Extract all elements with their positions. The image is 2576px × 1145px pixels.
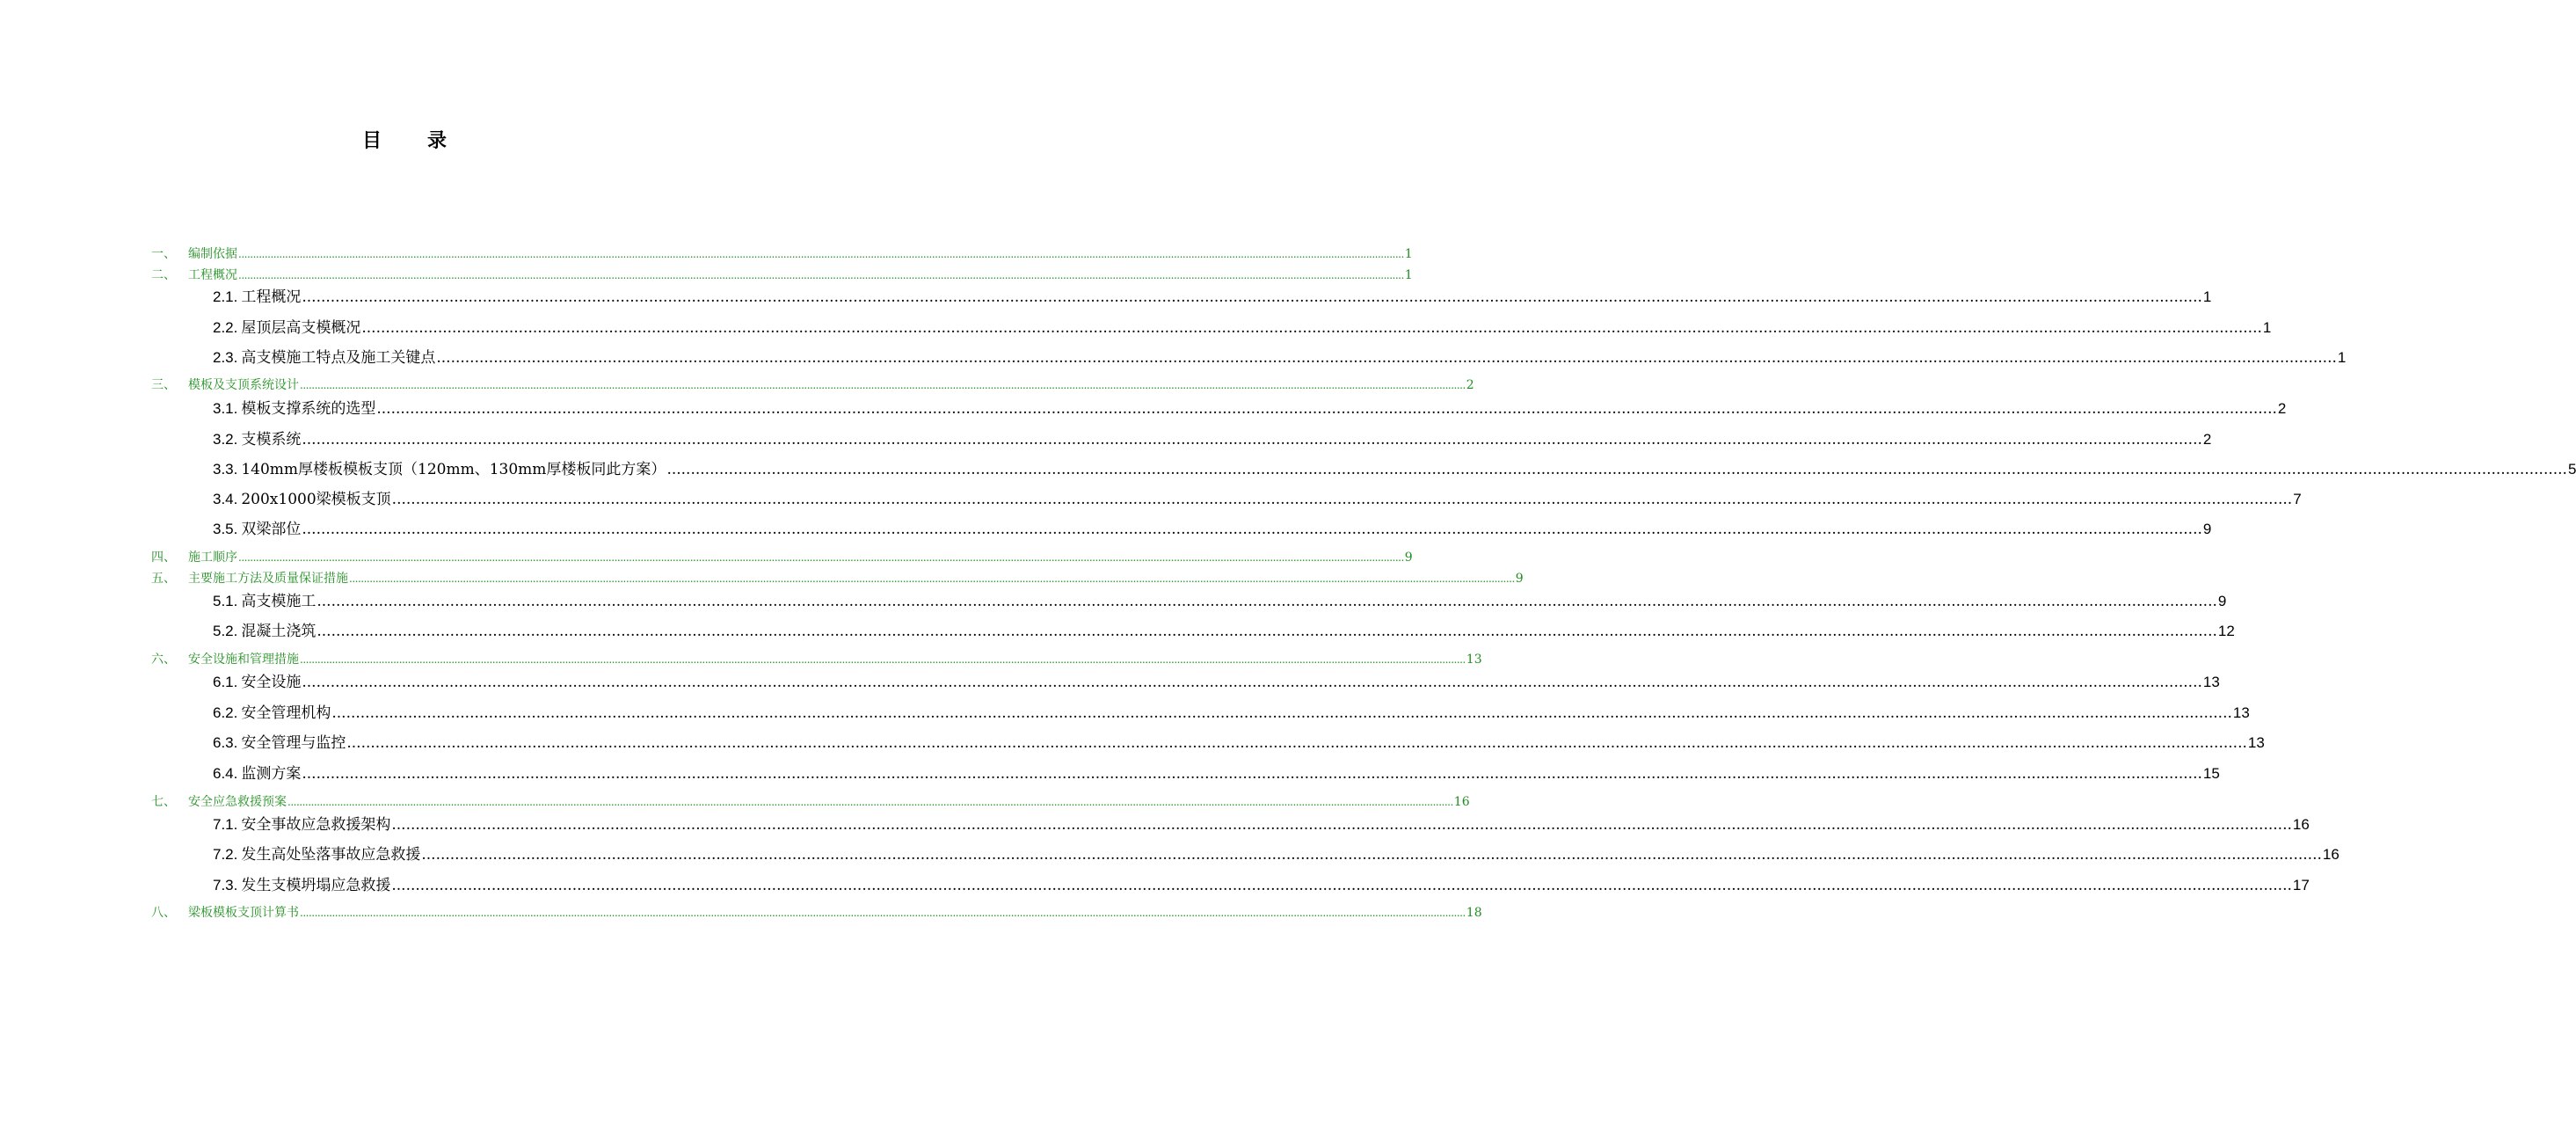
toc-entry-number: 7.1.: [213, 816, 238, 833]
toc-leader-dots: ................................................................................................................................................................................................................................................................................................................................................................................................................: [391, 816, 2292, 834]
toc-page-number: 9: [2217, 593, 2227, 609]
toc-entry[interactable]: [213, 287, 2212, 308]
toc-entry-number: 6.4.: [213, 765, 238, 782]
toc-page-number: 1: [2262, 319, 2272, 336]
toc-entry-text: 工程概况: [241, 288, 302, 306]
toc-entry-label: [151, 267, 237, 283]
toc-entry-label: [213, 317, 360, 339]
toc-entry[interactable]: [213, 317, 2272, 339]
toc-entry-number: 5.2.: [213, 623, 238, 639]
toc-page-number: 12: [2217, 623, 2235, 639]
toc-entry-number: 二、: [151, 268, 176, 282]
toc-leader-dots: ................................................................................................................................................................................................................................................................................................................................................................................................................: [238, 269, 1404, 281]
toc-entry-label: [213, 672, 301, 693]
toc-entry-text: 模板及支顶系统设计: [188, 378, 299, 392]
toc-entry[interactable]: [213, 844, 2340, 865]
toc-entry-number: 四、: [151, 551, 176, 565]
toc-page-number: 1: [1404, 247, 1413, 261]
toc-entry-label: [213, 287, 301, 308]
toc-entry-number: 五、: [151, 572, 176, 586]
toc-entry-number: 2.2.: [213, 319, 238, 336]
toc-entry-label: [151, 550, 237, 565]
toc-page-number: 7: [2293, 491, 2302, 507]
toc-entry-number: 6.3.: [213, 734, 238, 751]
toc-leader-dots: ................................................................................................................................................................................................................................................................................................................................................................................................................: [300, 653, 1466, 666]
toc-entry[interactable]: [213, 429, 2212, 450]
toc-entry-label: [213, 763, 301, 784]
toc-entry-label: [213, 459, 666, 480]
toc-entry-text: 工程概况: [188, 268, 237, 282]
toc-leader-dots: ................................................................................................................................................................................................................................................................................................................................................................................................................: [302, 765, 2202, 783]
toc-entry-label: [151, 571, 348, 587]
toc-entry-text: 安全事故应急救援架构: [241, 816, 391, 834]
toc-entry-number: 3.3.: [213, 461, 238, 478]
toc-entry-text: 安全设施和管理措施: [188, 653, 299, 667]
toc-entry[interactable]: [213, 398, 2287, 419]
title-char-2: 录: [427, 129, 448, 152]
toc-page-number: 16: [2322, 846, 2340, 863]
toc-entry[interactable]: [213, 489, 2302, 510]
toc-leader-dots: ................................................................................................................................................................................................................................................................................................................................................................................................................: [391, 877, 2292, 894]
toc-entry-number: 6.1.: [213, 674, 238, 690]
toc-entry-label: [213, 519, 301, 540]
toc-leader-dots: ................................................................................................................................................................................................................................................................................................................................................................................................................: [349, 572, 1515, 585]
toc-entry-number: 六、: [151, 653, 176, 667]
toc-entry[interactable]: [213, 875, 2310, 896]
toc-leader-dots: ................................................................................................................................................................................................................................................................................................................................................................................................................: [302, 521, 2202, 538]
toc-entry-text: 混凝土浇筑: [241, 623, 317, 640]
toc-entry-label: [213, 621, 316, 642]
toc-entry-text: 施工顺序: [188, 551, 237, 565]
toc-entry-label: [213, 814, 390, 835]
toc-entry-number: 2.1.: [213, 288, 238, 305]
toc-page-number: 13: [2232, 704, 2250, 721]
toc-leader-dots: ................................................................................................................................................................................................................................................................................................................................................................................................................: [331, 704, 2232, 722]
toc-entry[interactable]: [213, 591, 2227, 612]
toc-page-number: 1: [2337, 349, 2347, 366]
toc-entry[interactable]: [213, 347, 2347, 368]
toc-entry-text: 高支模施工特点及施工关键点: [241, 349, 436, 367]
toc-leader-dots: ................................................................................................................................................................................................................................................................................................................................................................................................................: [300, 379, 1466, 391]
toc-entry-number: 三、: [151, 378, 176, 392]
toc-page-number: 9: [2202, 521, 2212, 537]
toc-page-number: 2: [2202, 431, 2212, 448]
toc-entry[interactable]: [213, 459, 2576, 480]
toc-entry-label: [213, 398, 375, 419]
toc-entry[interactable]: [151, 571, 1524, 587]
toc-entry[interactable]: [151, 267, 1413, 283]
toc-leader-dots: ................................................................................................................................................................................................................................................................................................................................................................................................................: [302, 674, 2202, 691]
toc-leader-dots: ................................................................................................................................................................................................................................................................................................................................................................................................................: [361, 319, 2262, 337]
page-title: [0, 126, 809, 153]
toc-entry-number: 七、: [151, 795, 176, 809]
toc-leader-dots: ................................................................................................................................................................................................................................................................................................................................................................................................................: [317, 593, 2217, 610]
toc-page-number: 16: [1453, 795, 1470, 809]
toc-entry-number: 5.1.: [213, 593, 238, 609]
toc-entry-number: 3.4.: [213, 491, 238, 507]
toc-entry-number: 7.2.: [213, 846, 238, 863]
toc-leader-dots: ................................................................................................................................................................................................................................................................................................................................................................................................................: [287, 796, 1453, 808]
toc-entry-number: 2.3.: [213, 349, 238, 366]
toc-entry-label: [213, 591, 316, 612]
toc-page-number: 13: [2202, 674, 2220, 690]
toc-entry-label: [213, 347, 435, 368]
toc-entry-text: 双梁部位: [241, 521, 302, 538]
toc-entry-number: 3.2.: [213, 431, 238, 448]
toc-entry[interactable]: [213, 763, 2220, 784]
toc-page-number: 17: [2292, 877, 2310, 893]
toc-entry[interactable]: [151, 652, 1482, 667]
toc-entry[interactable]: [213, 519, 2212, 540]
toc-entry-label: [213, 429, 301, 450]
toc-entry[interactable]: [213, 814, 2310, 835]
toc-entry[interactable]: [213, 621, 2235, 642]
toc-entry-label: [151, 794, 287, 810]
toc-entry-number: 一、: [151, 247, 176, 261]
toc-entry[interactable]: [151, 377, 1474, 393]
toc-entry-text: 发生高处坠落事故应急救援: [241, 846, 421, 864]
toc-entry-label: [213, 703, 331, 724]
toc-entry-text: 安全管理与监控: [241, 734, 346, 752]
toc-page-number: 1: [1404, 268, 1413, 282]
toc-entry-number: 3.5.: [213, 521, 238, 537]
toc-entry-text: 安全管理机构: [241, 704, 331, 722]
toc-entry-label: [151, 377, 299, 393]
toc-page-number: 18: [1466, 906, 1482, 920]
toc-entry-label: [213, 733, 346, 754]
toc-entry-label: [213, 489, 391, 510]
toc-leader-dots: ................................................................................................................................................................................................................................................................................................................................................................................................................: [421, 846, 2322, 864]
toc-entry[interactable]: [213, 703, 2250, 724]
toc-entry-text: 屋顶层高支模概况: [241, 319, 361, 337]
toc-page-number: 16: [2292, 816, 2310, 833]
toc-entry-text: 模板支撑系统的选型: [241, 400, 376, 418]
toc-page-number: 13: [2247, 734, 2265, 751]
toc-entry[interactable]: [151, 794, 1470, 810]
toc-entry-text: 编制依据: [188, 247, 237, 261]
toc-leader-dots: ................................................................................................................................................................................................................................................................................................................................................................................................................: [376, 400, 2277, 418]
toc-page-number: 13: [1466, 653, 1482, 667]
title-char-1: 目: [361, 129, 382, 152]
toc-leader-dots: ................................................................................................................................................................................................................................................................................................................................................................................................................: [302, 288, 2202, 306]
toc-entry[interactable]: [213, 672, 2220, 693]
toc-entry[interactable]: [213, 733, 2265, 754]
toc-entry-label: [213, 875, 390, 896]
toc-entry[interactable]: [151, 905, 1482, 921]
toc-page-number: 9: [1515, 572, 1524, 586]
toc-entry[interactable]: [151, 246, 1413, 262]
toc-entry-label: [151, 652, 299, 667]
toc-leader-dots: ................................................................................................................................................................................................................................................................................................................................................................................................................: [238, 248, 1404, 260]
toc-entry-number: 3.1.: [213, 400, 238, 417]
toc-entry-label: [151, 246, 237, 262]
toc-entry-text: 主要施工方法及质量保证措施: [188, 572, 348, 586]
toc-page-number: 15: [2202, 765, 2220, 782]
toc-entry-text: 高支模施工: [241, 593, 317, 610]
toc-leader-dots: ................................................................................................................................................................................................................................................................................................................................................................................................................: [300, 907, 1466, 919]
toc-entry-text: 监测方案: [241, 765, 302, 783]
toc-entry-text: 200x1000梁模板支顶: [241, 491, 391, 508]
toc-page-number: 1: [2202, 288, 2212, 305]
toc-page-number: 9: [1404, 551, 1413, 565]
toc-entry-label: [151, 905, 299, 921]
toc-leader-dots: ................................................................................................................................................................................................................................................................................................................................................................................................................: [302, 431, 2202, 449]
toc-page-number: 2: [2277, 400, 2287, 417]
toc-leader-dots: ................................................................................................................................................................................................................................................................................................................................................................................................................: [666, 461, 2567, 478]
toc-entry-text: 发生支模坍塌应急救援: [241, 877, 391, 894]
toc-entry-text: 140mm厚楼板模板支顶（120mm、130mm厚楼板同此方案）: [241, 461, 666, 478]
toc-entry-number: 6.2.: [213, 704, 238, 721]
toc-entry-text: 支模系统: [241, 431, 302, 449]
toc-entry-text: 梁板模板支顶计算书: [188, 906, 299, 920]
toc-leader-dots: ................................................................................................................................................................................................................................................................................................................................................................................................................: [436, 349, 2337, 367]
toc-entry-number: 7.3.: [213, 877, 238, 893]
toc-page-number: 5: [2567, 461, 2576, 478]
toc-entry-text: 安全设施: [241, 674, 302, 691]
toc-entry[interactable]: [151, 550, 1413, 565]
toc-leader-dots: ................................................................................................................................................................................................................................................................................................................................................................................................................: [317, 623, 2217, 640]
toc-entry-text: 安全应急救援预案: [188, 795, 287, 809]
toc-leader-dots: ................................................................................................................................................................................................................................................................................................................................................................................................................: [238, 551, 1404, 564]
toc-page-number: 2: [1466, 378, 1474, 392]
toc-leader-dots: ................................................................................................................................................................................................................................................................................................................................................................................................................: [391, 491, 2293, 508]
toc-entry-number: 八、: [151, 906, 176, 920]
toc-entry-label: [213, 844, 420, 865]
toc-leader-dots: ................................................................................................................................................................................................................................................................................................................................................................................................................: [346, 734, 2247, 752]
